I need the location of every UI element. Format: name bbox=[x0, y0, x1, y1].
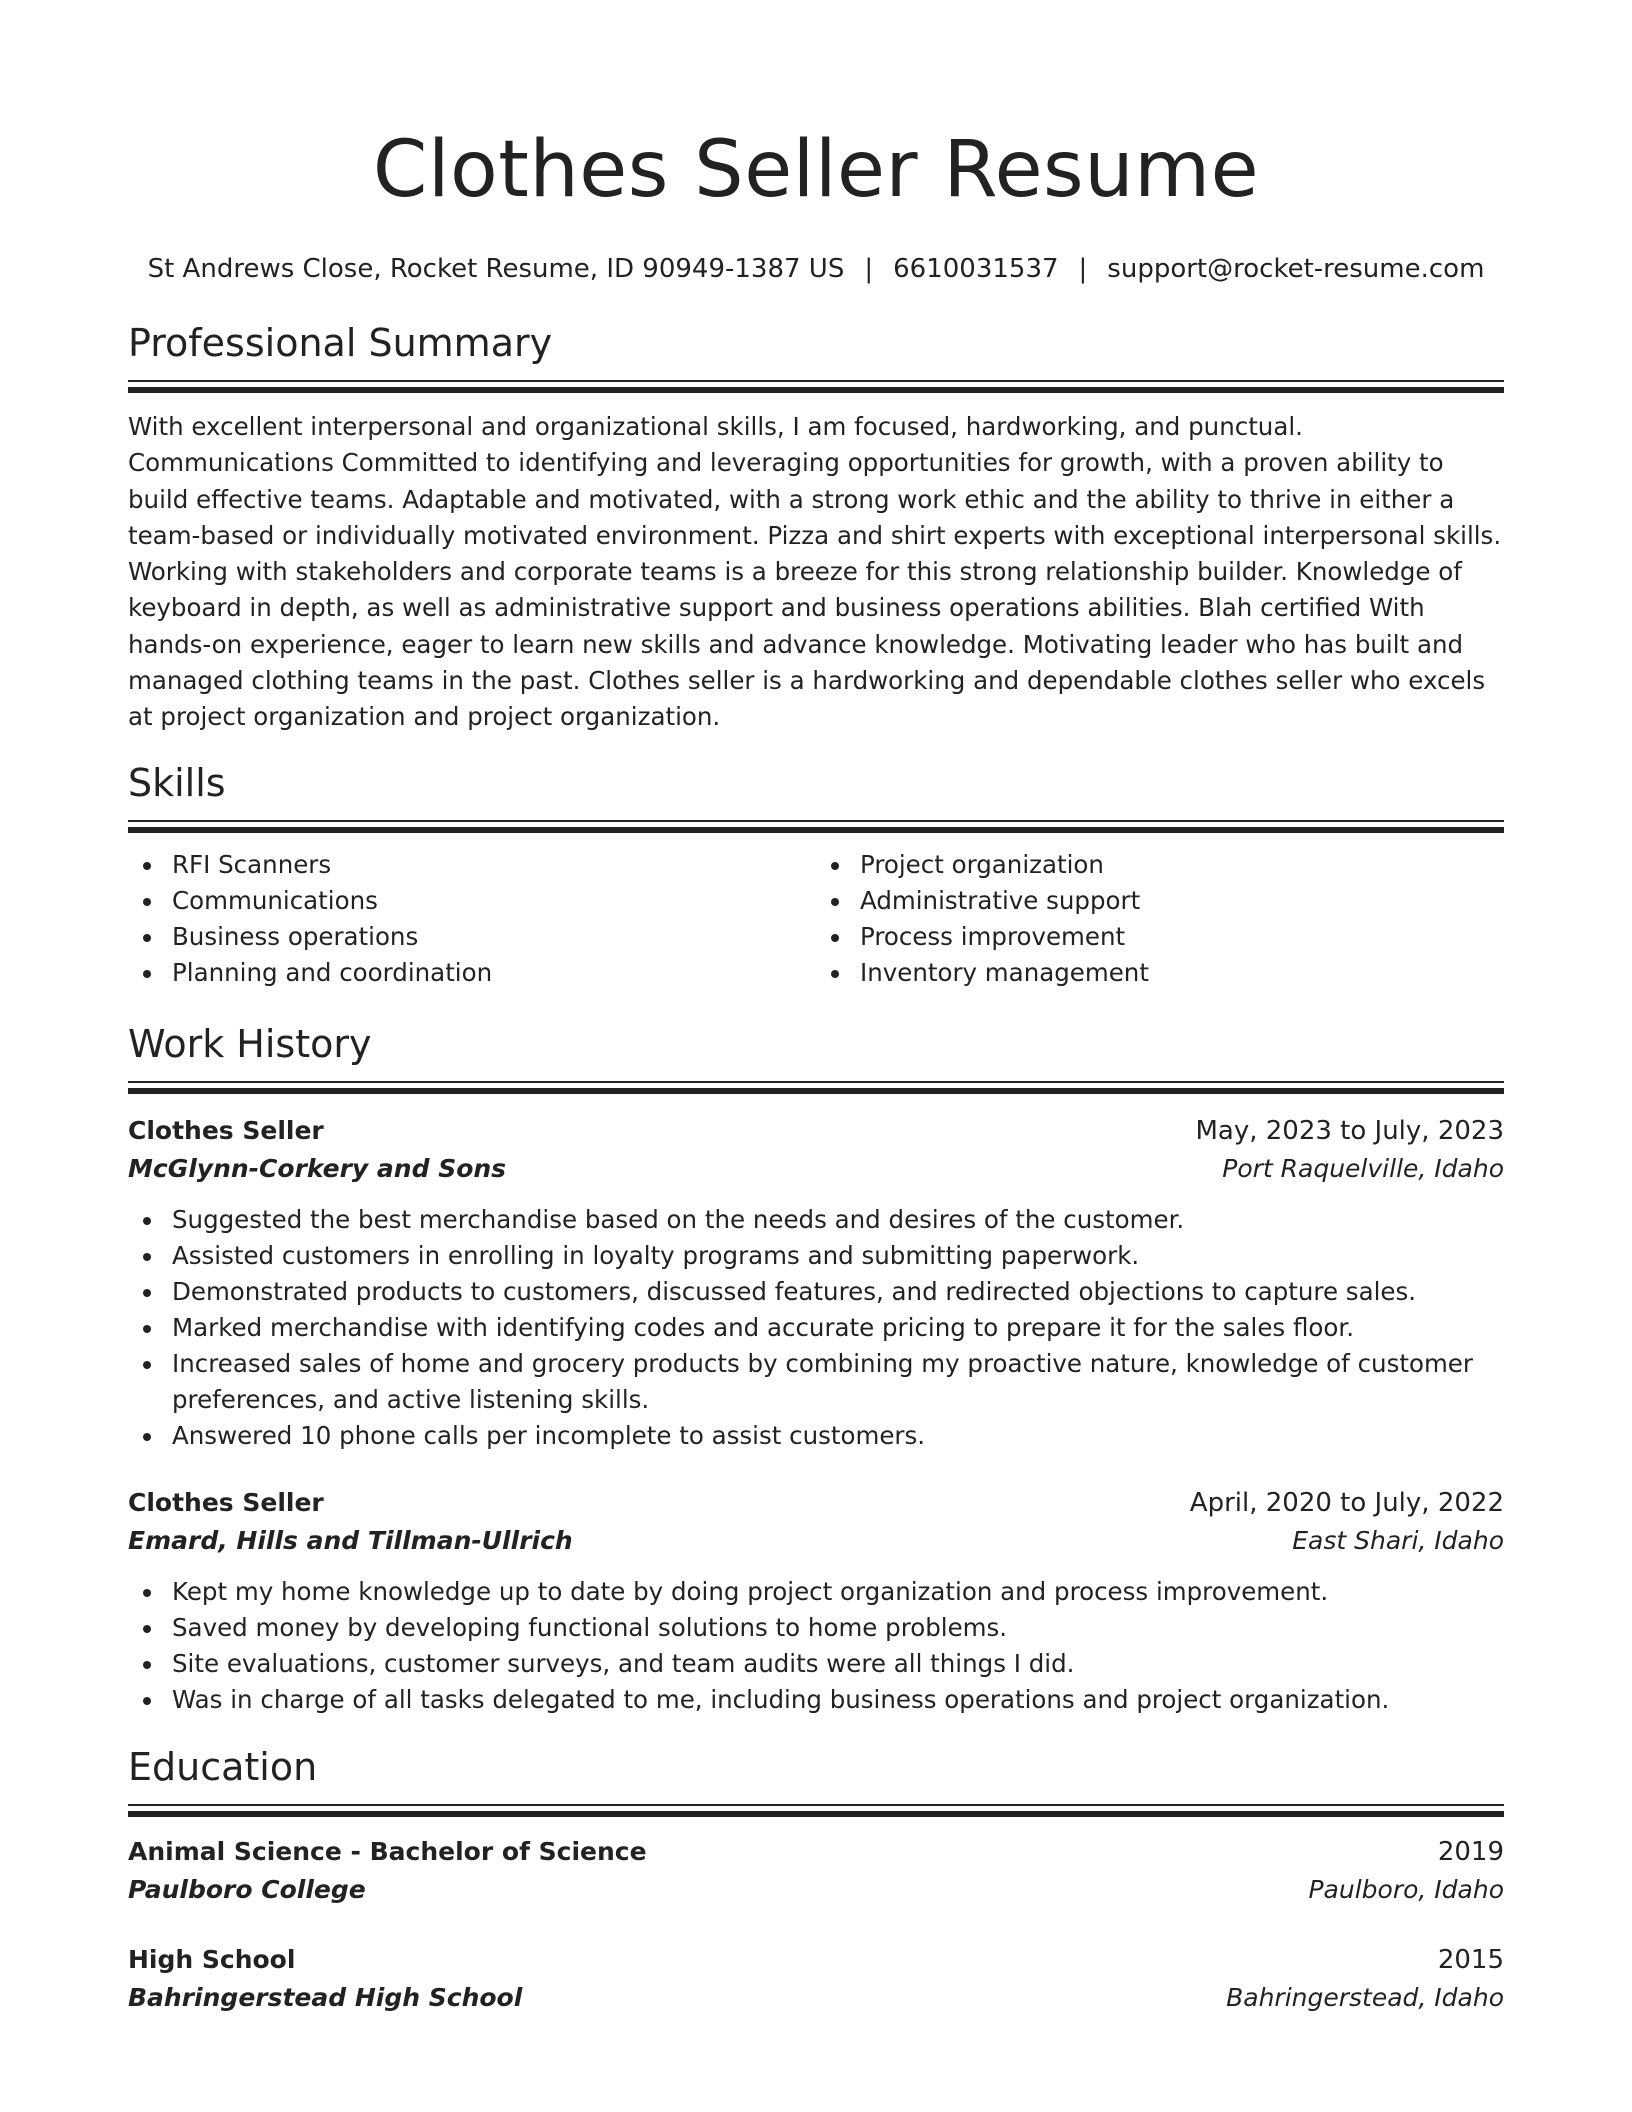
job-title: Clothes Seller bbox=[128, 1115, 324, 1145]
contact-separator: | bbox=[1078, 254, 1088, 284]
job-subheader bbox=[128, 1522, 1504, 1560]
job-location: East Shari, Idaho bbox=[1292, 1525, 1504, 1555]
section-divider-thick bbox=[128, 387, 1504, 393]
contact-address: St Andrews Close, Rocket Resume, ID 90949-1387 US bbox=[147, 254, 845, 284]
contact-separator: | bbox=[864, 254, 874, 284]
section-title-education: Education bbox=[128, 1744, 318, 1789]
education-degree: High School bbox=[128, 1944, 296, 1974]
education-school: Paulboro College bbox=[128, 1874, 366, 1904]
education-subheader bbox=[128, 1871, 1504, 1909]
contact-email: support@rocket-resume.com bbox=[1107, 254, 1485, 284]
job-bullet: Assisted customers in enrolling in loyalty programs and submitting paperwork. bbox=[128, 1238, 1504, 1274]
education-entry bbox=[128, 1941, 1504, 2017]
job-bullet: Increased sales of home and grocery products by combining my proactive nature, knowledge of customer preferences, and active listening skills. bbox=[128, 1346, 1504, 1418]
job-title: Clothes Seller bbox=[128, 1487, 324, 1517]
education-section bbox=[128, 1744, 1504, 2017]
section-divider bbox=[128, 1081, 1504, 1083]
job-bullet: Demonstrated products to customers, discussed features, and redirected objections to capture sales. bbox=[128, 1274, 1504, 1310]
education-school: Bahringerstead High School bbox=[128, 1982, 523, 2012]
section-divider bbox=[128, 380, 1504, 382]
job-bullet: Was in charge of all tasks delegated to me, including business operations and project organization. bbox=[128, 1682, 1504, 1718]
job-entry bbox=[128, 1484, 1504, 1718]
contact-line bbox=[128, 252, 1504, 286]
education-entry bbox=[128, 1833, 1504, 1909]
section-title-work: Work History bbox=[128, 1021, 372, 1066]
job-bullet: Kept my home knowledge up to date by doing project organization and process improvement. bbox=[128, 1574, 1504, 1610]
section-title-skills: Skills bbox=[128, 760, 226, 805]
job-header bbox=[128, 1112, 1504, 1150]
section-divider-thick bbox=[128, 827, 1504, 833]
skill-item: Project organization bbox=[816, 847, 1504, 883]
job-subheader bbox=[128, 1150, 1504, 1188]
skill-item: Process improvement bbox=[816, 919, 1504, 955]
job-bullets bbox=[128, 1574, 1504, 1718]
summary-section bbox=[128, 320, 1504, 736]
education-year: 2015 bbox=[1437, 1944, 1504, 1975]
skill-item: RFI Scanners bbox=[128, 847, 816, 883]
education-degree: Animal Science - Bachelor of Science bbox=[128, 1836, 647, 1866]
job-bullet: Site evaluations, customer surveys, and team audits were all things I did. bbox=[128, 1646, 1504, 1682]
skill-item: Inventory management bbox=[816, 955, 1504, 991]
skills-list-left bbox=[128, 847, 816, 991]
job-bullets bbox=[128, 1202, 1504, 1454]
education-subheader bbox=[128, 1979, 1504, 2017]
skill-item: Administrative support bbox=[816, 883, 1504, 919]
education-location: Bahringerstead, Idaho bbox=[1226, 1982, 1504, 2012]
education-header bbox=[128, 1833, 1504, 1871]
job-header bbox=[128, 1484, 1504, 1522]
job-bullet: Answered 10 phone calls per incomplete to assist customers. bbox=[128, 1418, 1504, 1454]
education-header bbox=[128, 1941, 1504, 1979]
job-company: McGlynn-Corkery and Sons bbox=[128, 1153, 507, 1183]
job-company: Emard, Hills and Tillman-Ullrich bbox=[128, 1525, 573, 1555]
job-location: Port Raquelville, Idaho bbox=[1222, 1153, 1504, 1183]
job-dates: May, 2023 to July, 2023 bbox=[1195, 1115, 1504, 1146]
section-divider bbox=[128, 820, 1504, 822]
section-divider-thick bbox=[128, 1811, 1504, 1817]
skill-item: Business operations bbox=[128, 919, 816, 955]
section-divider-thick bbox=[128, 1088, 1504, 1094]
resume-title: Clothes Seller Resume bbox=[372, 125, 1260, 215]
education-location: Paulboro, Idaho bbox=[1308, 1874, 1504, 1904]
skill-item: Communications bbox=[128, 883, 816, 919]
skills-columns bbox=[128, 847, 1504, 991]
work-section bbox=[128, 1021, 1504, 1718]
section-divider bbox=[128, 1804, 1504, 1806]
summary-text: With excellent interpersonal and organizational skills, I am focused, hardworking, and punctual. Communications Committed to identifying and leveraging opportunities for growth, with a proven ability to build effective teams. Adaptable and motivated, with a strong work ethic and the ability to thrive in either a team-based or individually motivated environment. Pizza and shirt experts with exceptional interpersonal skills. Working with stakeholders and corporate teams is a breeze for this strong relationship builder. Knowledge of keyboard in depth, as well as administrative support and business operations abilities. Blah certified With hands-on experience, eager to learn new skills and advance knowledge. Motivating leader who has built and managed clothing teams in the past. Clothes seller is a hardworking and dependable clothes seller who excels at project organization and project organization. bbox=[128, 412, 1502, 732]
job-entry bbox=[128, 1112, 1504, 1454]
job-bullet: Suggested the best merchandise based on the needs and desires of the customer. bbox=[128, 1202, 1504, 1238]
section-title-summary: Professional Summary bbox=[128, 321, 553, 365]
skill-item: Planning and coordination bbox=[128, 955, 816, 991]
contact-phone: 6610031537 bbox=[893, 254, 1059, 284]
job-bullet: Marked merchandise with identifying codes and accurate pricing to prepare it for the sales floor. bbox=[128, 1310, 1504, 1346]
job-dates: April, 2020 to July, 2022 bbox=[1189, 1487, 1504, 1518]
education-year: 2019 bbox=[1437, 1836, 1504, 1867]
job-bullet: Saved money by developing functional solutions to home problems. bbox=[128, 1610, 1504, 1646]
skills-list-right bbox=[816, 847, 1504, 991]
skills-section bbox=[128, 760, 1504, 991]
